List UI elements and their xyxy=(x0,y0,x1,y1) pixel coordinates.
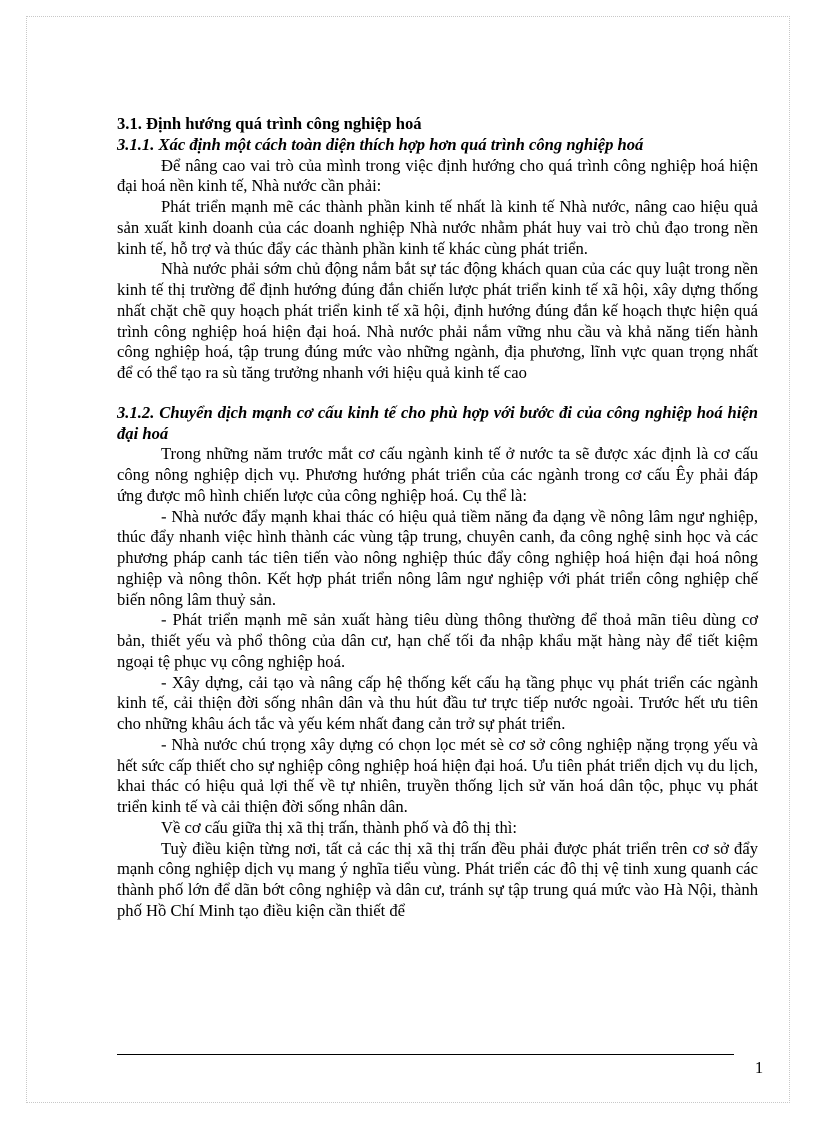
heading-3-1: 3.1. Định hướng quá trình công nghiệp hoá xyxy=(117,114,422,133)
heading-3-1-2: 3.1.2. Chuyển dịch mạnh cơ cấu kinh tế cho phù hợp với bước đi của công nghiệp hoá hiện đại hoá xyxy=(117,402,758,443)
page-number: 1 xyxy=(754,1058,764,1077)
heading-3-1-1: 3.1.1. Xác định một cách toàn diện thích hợp hơn quá trình công nghiệp hoá xyxy=(117,134,644,154)
paragraph: Nhà nước phải sớm chủ động nắm bắt sự tác động khách quan của các quy luật trong nền kinh tế thị trường để định hướng đúng đắn chiến lược phát triển kinh tế xã hội, xây dựng thống nhất chặt chẽ quy hoạch phát triển kinh tế xã hội, định hướng đúng đắn kế hoạch thực hiện quá trình công nghiệp hoá hiện đại hoá. Nhà nước phải nắm vững nhu cầu và khả năng tiến hành công nghiệp hoá, tập trung đúng mức vào những ngành, địa phương, lĩnh vực quan trọng nhất để có thể tạo ra sù tăng trưởng nhanh với hiệu quả kinh tế cao xyxy=(117,259,758,382)
document-body xyxy=(117,114,758,922)
paragraph: Để nâng cao vai trò của mình trong việc định hướng cho quá trình công nghiệp hoá hiện đại hoá nền kinh tế, Nhà nước cần phải: xyxy=(117,155,758,196)
paragraph: Trong những năm trước mắt cơ cấu ngành kinh tế ở nước ta sẽ được xác định là cơ cấu công nông nghiệp dịch vụ. Phương hướng phát triển của các ngành trong cơ cấu Êy phải đáp ứng được mô hình chiến lược của công nghiệp hoá. Cụ thể là: xyxy=(117,444,758,505)
list-item: - Nhà nước chú trọng xây dựng có chọn lọc mét sè cơ sở công nghiệp nặng trọng yếu và hết sức cấp thiết cho sự nghiệp công nghiệp hoá hiện đại hoá. Ưu tiên phát triển dịch vụ du lịch, khai thác có hiệu quả lợi thế về tự nhiên, truyền thống lịch sử văn hoá dân tộc, phục vụ phát triển kinh tế và cải thiện đời sống nhân dân. xyxy=(117,734,758,816)
paragraph: Về cơ cấu giữa thị xã thị trấn, thành phố và đô thị thì: xyxy=(161,817,518,837)
paragraph: Phát triển mạnh mẽ các thành phần kinh tế nhất là kinh tế Nhà nước, nâng cao hiệu quả sản xuất kinh doanh của các doanh nghiệp Nhà nước nhằm phát huy vai trò chủ đạo trong nền kinh tế, hỗ trợ và thúc đẩy các thành phần kinh tế khác cùng phát triển. xyxy=(117,197,758,258)
paragraph: Tuỳ điều kiện từng nơi, tất cả các thị xã thị trấn đều phải được phát triển trên cơ sở đẩy mạnh công nghiệp dịch vụ mang ý nghĩa tiểu vùng. Phát triển các đô thị vệ tinh xung quanh các thành phố lớn để dãn bớt công nghiệp và dân cư, tránh sự tập trung quá mức vào Hà Nội, thành phố Hồ Chí Minh tạo điều kiện cần thiết để xyxy=(117,838,758,920)
list-item: - Xây dựng, cải tạo và nâng cấp hệ thống kết cấu hạ tầng phục vụ phát triển các ngành kinh tế, cải thiện đời sống nhân dân và thu hút đầu tư trực tiếp nước ngoài. Trước hết ưu tiên cho những khâu ách tắc và yếu kém nhất đang cản trở sự phát triển. xyxy=(117,672,758,733)
list-item: - Phát triển mạnh mẽ sản xuất hàng tiêu dùng thông thường để thoả mãn tiêu dùng cơ bản, thiết yếu và phổ thông của dân cư, hạn chế tối đa nhập khẩu mặt hàng này để tiết kiệm ngoại tệ phục vụ công nghiệp hoá. xyxy=(117,610,758,671)
list-item: - Nhà nước đẩy mạnh khai thác có hiệu quả tiềm năng đa dạng về nông lâm ngư nghiệp, thúc đẩy nhanh việc hình thành các vùng tập trung, chuyên canh, đa công nghệ sinh học và các phương pháp canh tác tiên tiến vào nông nghiệp thúc đẩy công nghiệp hoá hiện đại hoá nông nghiệp và nông thôn. Kết hợp phát triển nông lâm ngư nghiệp với phát triển công nghiệp chế biến nông lâm thuỷ sản. xyxy=(117,506,758,609)
footer-rule xyxy=(117,1054,734,1055)
